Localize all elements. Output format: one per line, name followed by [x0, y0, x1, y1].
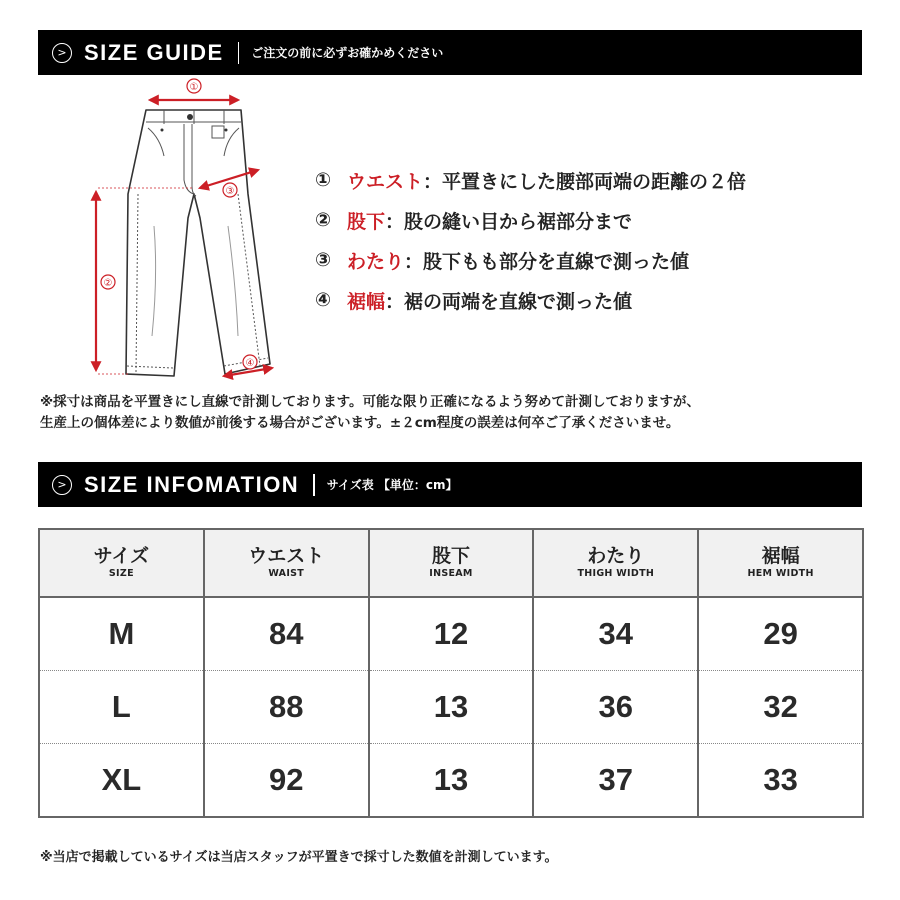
legend-number: ②: [315, 209, 332, 231]
header-en: THIGH WIDTH: [577, 568, 655, 579]
cell-waist: 92: [204, 744, 369, 818]
header-inseam: [369, 529, 534, 597]
cell-thigh-width: 37: [533, 744, 698, 818]
jeans-outline: [126, 110, 270, 376]
size-info-title: SIZE INFOMATION: [84, 471, 300, 497]
cell-inseam: 13: [369, 671, 534, 744]
header-waist: [204, 529, 369, 597]
jeans-measurement-diagram: [78, 76, 288, 388]
header-jp: 股下: [431, 545, 470, 567]
cell-thigh-width: 36: [533, 671, 698, 744]
legend-item-thigh: [315, 240, 746, 280]
legend-item-waist: [315, 160, 746, 200]
legend-description: ：股の縫い目から裾部分まで: [385, 210, 633, 233]
chevron-right-icon: >: [52, 43, 72, 63]
table-row: [39, 671, 863, 744]
banner-divider: [313, 474, 315, 496]
cell-hem-width: 33: [763, 762, 798, 797]
cell-waist: 88: [204, 671, 369, 744]
size-info-subtitle: サイズ表 【単位：cm】: [326, 478, 458, 492]
size-guide-title: SIZE GUIDE: [84, 39, 224, 65]
measurement-legend: [315, 160, 746, 320]
header-en: HEM WIDTH: [747, 568, 814, 579]
cell-inseam: 13: [369, 744, 534, 818]
cell-hem-width: 29: [698, 597, 863, 671]
footer-note: ※当店で掲載しているサイズは当店スタッフが平置きで採寸した数値を計測しています。: [40, 850, 558, 865]
header-size: [39, 529, 204, 597]
banner-divider: [238, 42, 240, 64]
header-en: WAIST: [268, 568, 305, 579]
cell-hem-width: 32: [698, 671, 863, 744]
legend-item-hem: [315, 280, 746, 320]
cell-inseam: 12: [369, 597, 534, 671]
cell-size: L: [39, 671, 204, 744]
size-guide-banner: [38, 30, 862, 75]
legend-term: わたり: [347, 250, 405, 273]
legend-description: ：平置きにした腰部両端の距離の２倍: [423, 170, 747, 193]
legend-description: ：裾の両端を直線で測った値: [385, 290, 633, 313]
cell-size: M: [39, 597, 204, 671]
size-info-banner: [38, 462, 862, 507]
chevron-right-icon: >: [52, 475, 72, 495]
header-jp: わたり: [587, 545, 645, 567]
cell-size: XL: [39, 744, 204, 818]
label-4: ④: [245, 358, 255, 369]
header-jp: ウエスト: [248, 545, 325, 567]
table-header-row: [39, 529, 863, 597]
header-hem-width: [698, 529, 863, 597]
label-1: ①: [189, 82, 199, 93]
legend-term: ウエスト: [347, 170, 424, 193]
header-en: SIZE: [108, 568, 134, 579]
header-jp: 裾幅: [761, 545, 800, 567]
legend-number: ③: [315, 249, 332, 271]
cell-waist: 84: [204, 597, 369, 671]
header-jp: サイズ: [93, 545, 150, 567]
table-row: [39, 744, 863, 818]
legend-item-inseam: [315, 200, 746, 240]
header-en: INSEAM: [429, 568, 473, 579]
legend-number: ④: [315, 289, 332, 311]
size-table: [38, 528, 864, 818]
legend-term: 股下: [347, 210, 386, 233]
legend-term: 裾幅: [347, 290, 386, 313]
header-thigh-width: [533, 529, 698, 597]
legend-description: ：股下もも部分を直線で測った値: [404, 250, 690, 273]
measurement-note: [40, 392, 700, 434]
cell-thigh-width: 34: [533, 597, 698, 671]
label-3: ③: [225, 186, 235, 197]
label-2: ②: [103, 278, 113, 289]
size-guide-subtitle: ご注文の前に必ずお確かめください: [251, 46, 444, 60]
legend-number: ①: [315, 169, 332, 191]
measurement-note-line: ※採寸は商品を平置きにし直線で計測しております。可能な限り正確になるよう努めて計測しておりますが、: [40, 394, 701, 410]
measurement-note-line: 生産上の個体差により数値が前後する場合がございます。±２cm程度の誤差は何卒ご了承くださいませ。: [40, 415, 680, 431]
table-row: [39, 597, 863, 671]
